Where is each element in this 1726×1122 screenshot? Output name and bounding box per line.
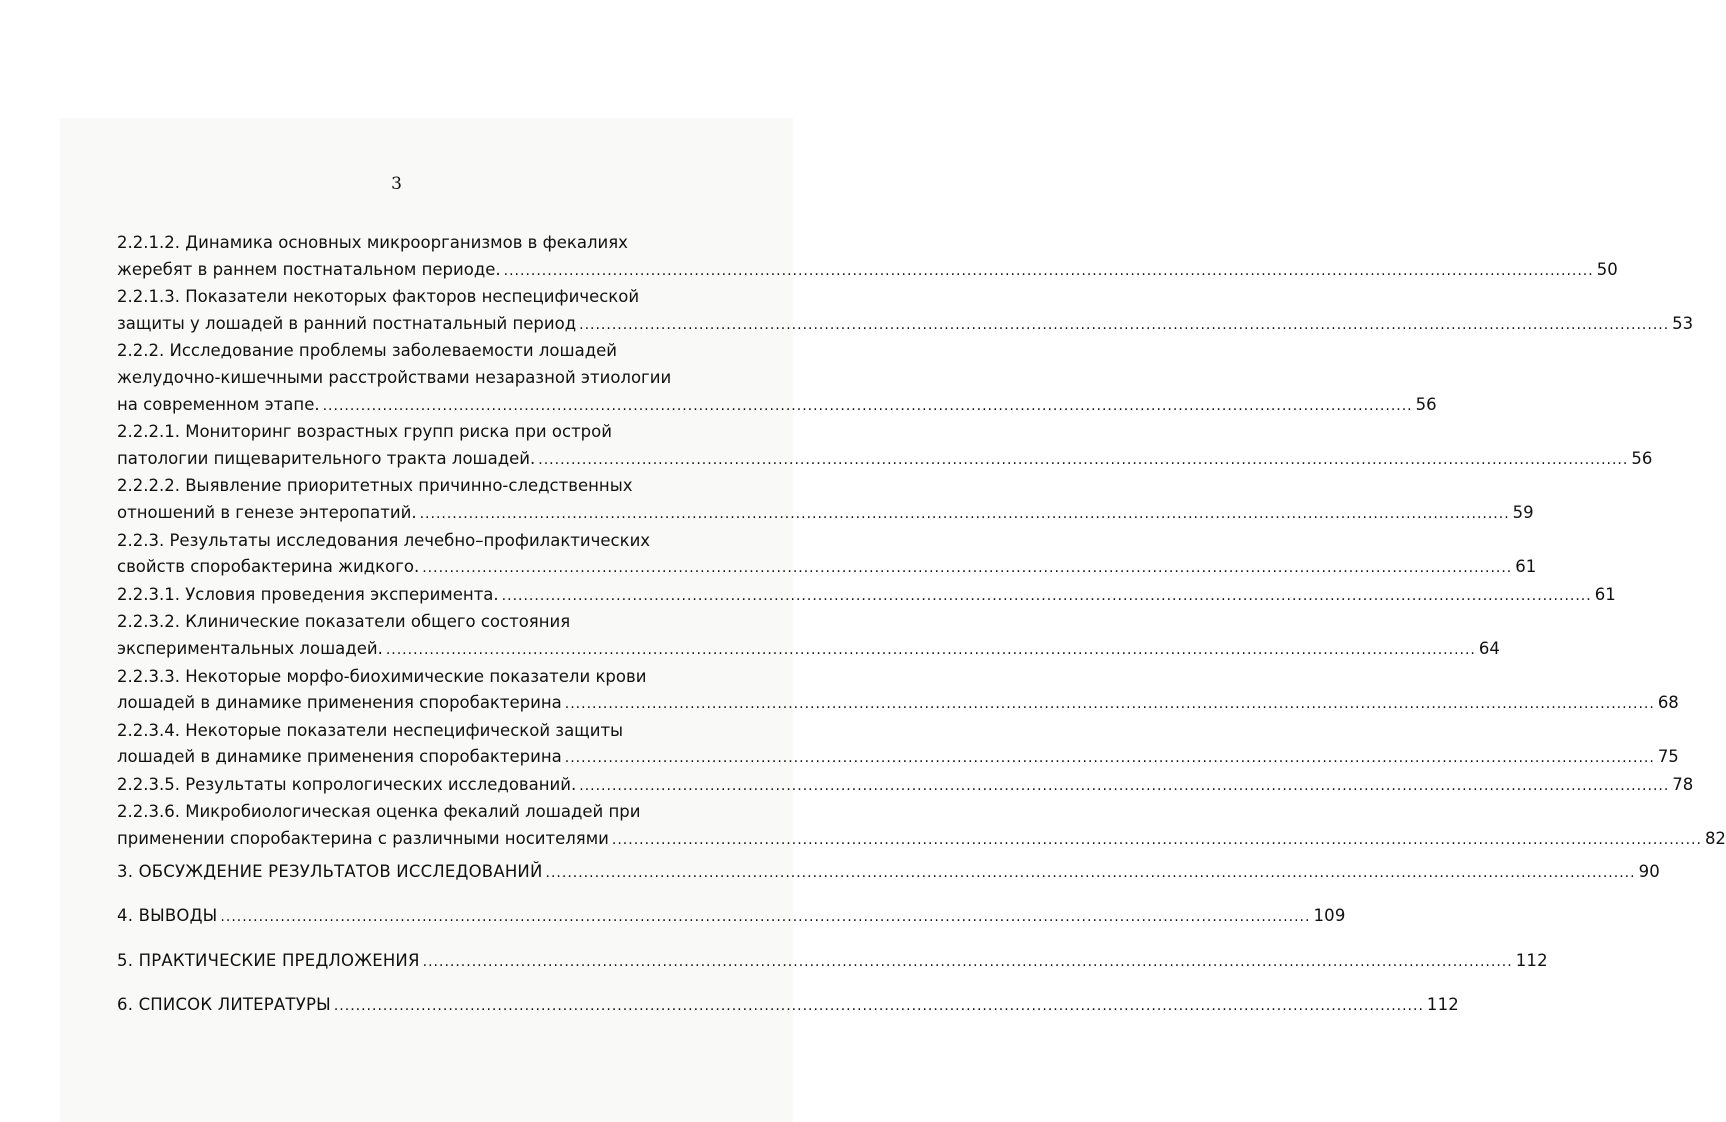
- toc-entry-text: патологии пищеварительного тракта лошадей.: [117, 448, 536, 468]
- toc-entry-text: жеребят в раннем постнатальном периоде.: [117, 259, 501, 279]
- toc-entry[interactable]: [117, 582, 1616, 610]
- dot-leader: ........................................................................................................................................................................................................: [220, 909, 1311, 926]
- toc-entry-text: 2.2.3.3. Некоторые морфо-биохимические показатели крови: [117, 666, 647, 686]
- toc-entry-line: [117, 419, 735, 446]
- toc-entry-line: [117, 690, 1679, 718]
- dot-leader: ........................................................................................................................................................................................................: [422, 953, 1513, 970]
- toc-entry-line: [117, 554, 1537, 582]
- toc-page-number: 64: [1478, 638, 1500, 658]
- dot-leader: ........................................................................................................................................................................................................: [503, 262, 1594, 279]
- toc-entry-text: свойств споробактерина жидкого.: [117, 557, 420, 577]
- toc-page-number: 82: [1704, 829, 1726, 849]
- toc-entry-line: [117, 859, 1660, 887]
- toc-page-number: 78: [1672, 774, 1694, 794]
- toc-entry-line: [117, 500, 1534, 528]
- toc-page-number: 50: [1596, 259, 1618, 279]
- toc-entry-line: [117, 903, 1346, 931]
- toc-entry-line: [117, 338, 735, 365]
- dot-leader: ........................................................................................................................................................................................................: [579, 316, 1670, 333]
- toc-entry-text: 2.2.3.4. Некоторые показатели неспецифической защиты: [117, 720, 624, 740]
- toc-entry-text: 2.2.3. Результаты исследования лечебно–профилактических: [117, 530, 651, 550]
- toc-page-number: 61: [1515, 557, 1537, 577]
- toc-entry-line: [117, 948, 1548, 976]
- toc-entry-text: 2.2.2.2. Выявление приоритетных причинно-следственных: [117, 476, 633, 496]
- toc-entry[interactable]: [117, 664, 1679, 718]
- toc-entry-text: 4. ВЫВОДЫ: [117, 906, 218, 926]
- toc-entry-line: [117, 311, 1694, 339]
- toc-entry[interactable]: [117, 338, 1437, 419]
- toc-entry-line: [117, 718, 735, 745]
- toc-entry-text: отношений в генезе энтеропатий.: [117, 502, 417, 522]
- toc-entry-text: лошадей в динамике применения споробактерина: [117, 693, 562, 713]
- toc-entry[interactable]: [117, 473, 1534, 527]
- toc-page-number: 90: [1638, 861, 1660, 881]
- toc-entry-line: [117, 744, 1679, 772]
- toc-entry-line: [117, 257, 1618, 285]
- toc-page-number: 109: [1313, 906, 1346, 926]
- toc-entry-text: 2.2.1.3. Показатели некоторых факторов неспецифической: [117, 287, 640, 307]
- toc-entry-text: лошадей в динамике применения споробактерина: [117, 747, 562, 767]
- toc-chapter-entry[interactable]: [117, 903, 1346, 931]
- toc-page-number: 75: [1657, 747, 1679, 767]
- toc-entry[interactable]: [117, 528, 1537, 582]
- toc-entry[interactable]: [117, 419, 1653, 473]
- toc-page-number: 53: [1672, 313, 1694, 333]
- toc-page-number: 68: [1657, 693, 1679, 713]
- dot-leader: ........................................................................................................................................................................................................: [322, 397, 1413, 414]
- toc-page-number: 59: [1512, 502, 1534, 522]
- dot-leader: ........................................................................................................................................................................................................: [579, 777, 1670, 794]
- dot-leader: ........................................................................................................................................................................................................: [611, 832, 1702, 849]
- toc-page-number: 56: [1631, 448, 1653, 468]
- toc-entry[interactable]: [117, 230, 1618, 284]
- dot-leader: ........................................................................................................................................................................................................: [545, 864, 1636, 881]
- toc-entry-text: 2.2.3.1. Условия проведения эксперимента.: [117, 584, 499, 604]
- toc-entry-line: [117, 609, 735, 636]
- toc-entry-line: [117, 446, 1653, 474]
- toc-entry-text: желудочно-кишечными расстройствами незаразной этиологии: [117, 367, 672, 387]
- toc-entry[interactable]: [117, 799, 1726, 853]
- toc-entry-line: [117, 392, 1437, 420]
- toc-entry-line: [117, 799, 735, 826]
- toc-entry-text: 3. ОБСУЖДЕНИЕ РЕЗУЛЬТАТОВ ИССЛЕДОВАНИЙ: [117, 861, 543, 881]
- dot-leader: ........................................................................................................................................................................................................: [538, 451, 1629, 468]
- toc-entry-line: [117, 284, 735, 311]
- table-of-contents: [117, 230, 1726, 1037]
- toc-entry-text: 2.2.2. Исследование проблемы заболеваемости лошадей: [117, 341, 618, 361]
- toc-chapter-entry[interactable]: [117, 948, 1548, 976]
- toc-entry-text: на современном этапе.: [117, 394, 320, 414]
- dot-leader: ........................................................................................................................................................................................................: [385, 641, 1476, 658]
- dot-leader: ........................................................................................................................................................................................................: [422, 560, 1513, 577]
- toc-entry[interactable]: [117, 772, 1694, 800]
- toc-entry-text: 2.2.3.2. Клинические показатели общего состояния: [117, 612, 571, 632]
- toc-entry-line: [117, 473, 735, 500]
- toc-entry-text: 5. ПРАКТИЧЕСКИЕ ПРЕДЛОЖЕНИЯ: [117, 950, 420, 970]
- toc-entry-text: 2.2.3.6. Микробиологическая оценка фекалий лошадей при: [117, 802, 641, 822]
- dot-leader: ........................................................................................................................................................................................................: [333, 998, 1424, 1015]
- toc-entry-text: 2.2.2.1. Мониторинг возрастных групп риска при острой: [117, 422, 612, 442]
- toc-chapter-entry[interactable]: [117, 992, 1459, 1020]
- toc-entry-line: [117, 664, 735, 691]
- toc-entry-line: [117, 826, 1726, 854]
- dot-leader: ........................................................................................................................................................................................................: [419, 505, 1510, 522]
- toc-page-number: 112: [1515, 950, 1548, 970]
- toc-entry-text: 2.2.1.2. Динамика основных микроорганизмов в фекалиях: [117, 233, 628, 252]
- toc-page-number: 112: [1426, 995, 1459, 1015]
- toc-entry-text: 2.2.3.5. Результаты копрологических исследований.: [117, 774, 577, 794]
- toc-chapter-entry[interactable]: [117, 859, 1660, 887]
- page-number: 3: [391, 174, 402, 194]
- toc-page-number: 61: [1594, 584, 1616, 604]
- toc-entry-line: [117, 992, 1459, 1020]
- toc-entry-line: [117, 772, 1694, 800]
- toc-entry[interactable]: [117, 718, 1679, 772]
- toc-entry-line: [117, 582, 1616, 610]
- toc-entry-text: 6. СПИСОК ЛИТЕРАТУРЫ: [117, 995, 331, 1015]
- dot-leader: ........................................................................................................................................................................................................: [501, 587, 1592, 604]
- toc-entry-text: защиты у лошадей в ранний постнатальный период: [117, 313, 577, 333]
- toc-entry[interactable]: [117, 609, 1500, 663]
- toc-entry[interactable]: [117, 284, 1694, 338]
- toc-entry-line: [117, 365, 735, 392]
- toc-page-number: 56: [1415, 394, 1437, 414]
- dot-leader: ........................................................................................................................................................................................................: [564, 696, 1655, 713]
- dot-leader: ........................................................................................................................................................................................................: [564, 750, 1655, 767]
- toc-entry-line: [117, 230, 735, 257]
- toc-entry-line: [117, 636, 1500, 664]
- toc-entry-text: экспериментальных лошадей.: [117, 638, 383, 658]
- toc-entry-line: [117, 528, 735, 555]
- toc-entry-text: применении споробактерина с различными носителями: [117, 829, 609, 849]
